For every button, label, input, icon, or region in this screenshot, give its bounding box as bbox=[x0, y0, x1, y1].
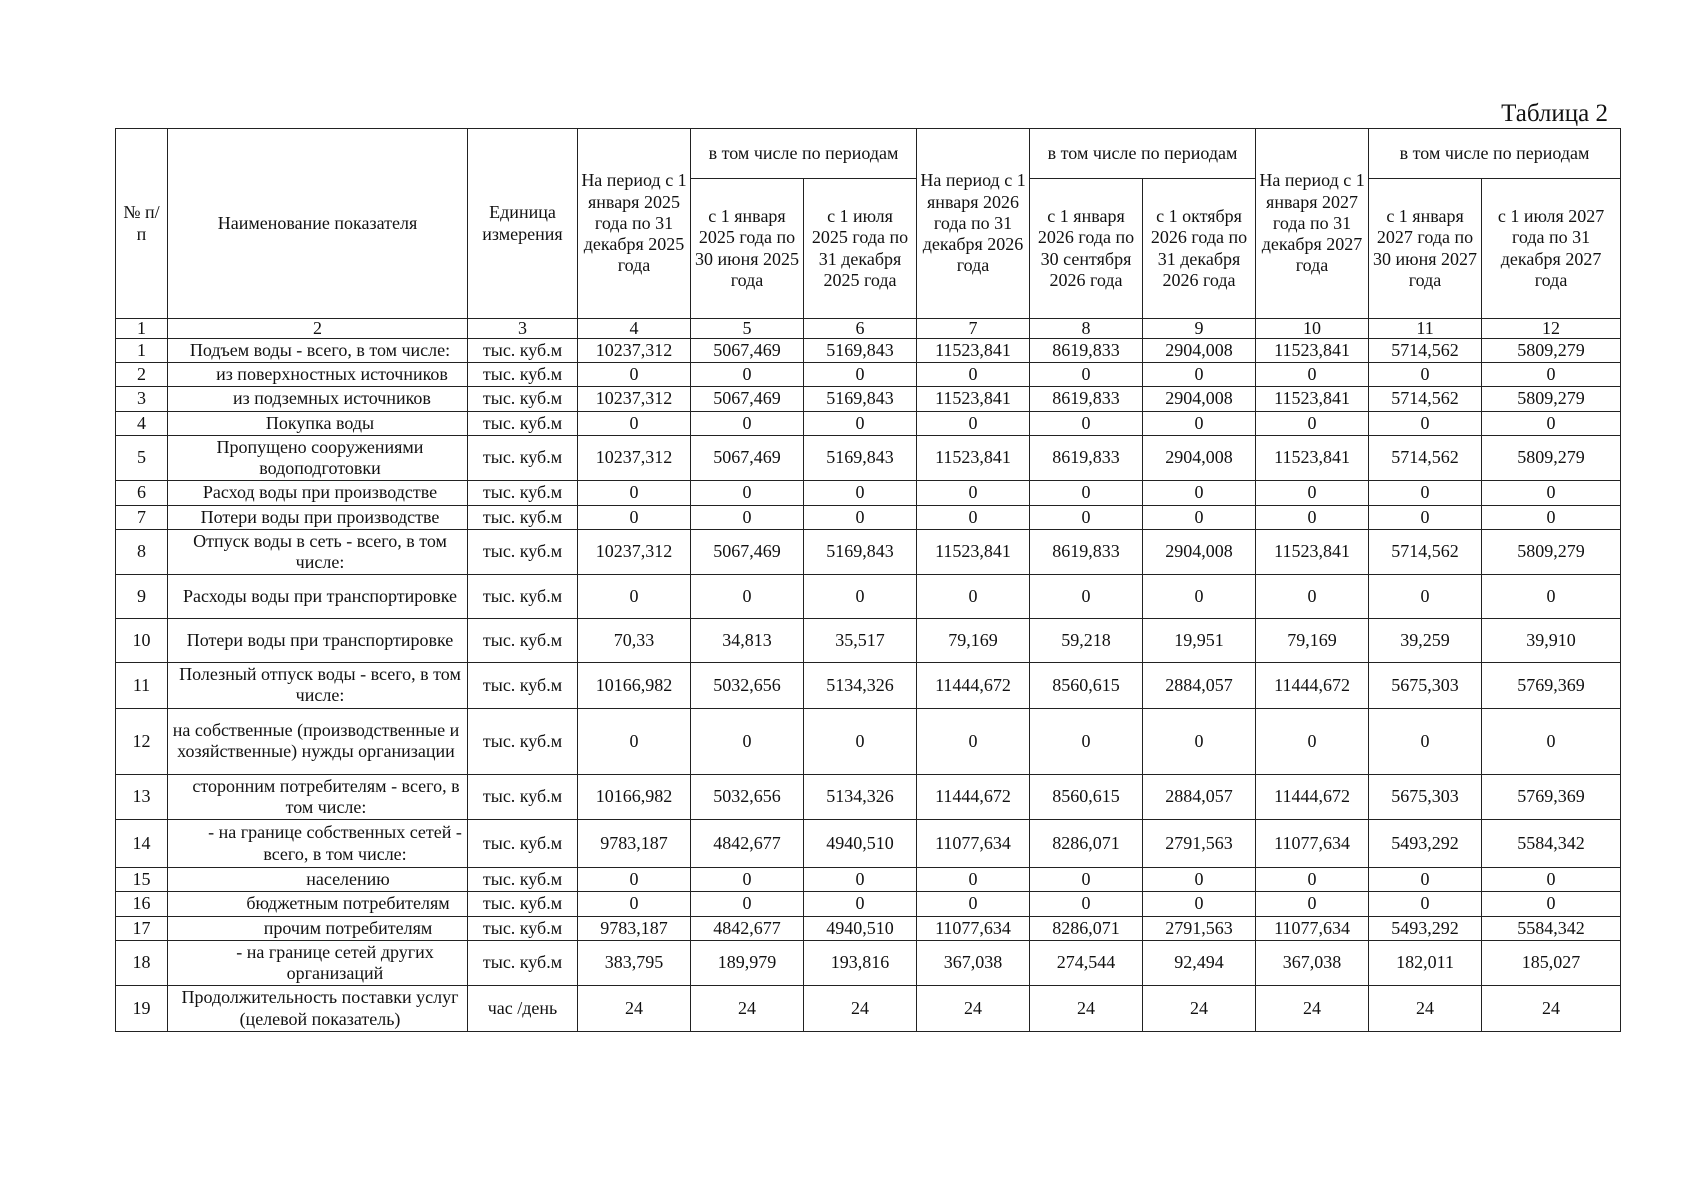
row-number: 2 bbox=[116, 363, 168, 387]
value-cell: 92,494 bbox=[1143, 940, 1256, 985]
header-incl-2027: в том числе по периодам bbox=[1369, 129, 1621, 179]
indicator-name: из поверхностных источников bbox=[168, 363, 468, 387]
header-name: Наименование показателя bbox=[168, 129, 468, 319]
row-number: 15 bbox=[116, 868, 168, 892]
unit-cell: тыс. куб.м bbox=[468, 820, 578, 868]
value-cell: 0 bbox=[1369, 708, 1482, 774]
header-incl-2026: в том числе по периодам bbox=[1030, 129, 1256, 179]
value-cell: 11523,841 bbox=[917, 387, 1030, 411]
table-row bbox=[116, 411, 1621, 435]
indicator-name: на собственные (производственные и хозяйственные) нужды организации bbox=[168, 708, 468, 774]
row-number: 11 bbox=[116, 663, 168, 708]
value-cell: 5584,342 bbox=[1482, 916, 1621, 940]
unit-cell: тыс. куб.м bbox=[468, 505, 578, 529]
water-balance-table bbox=[115, 128, 1621, 1032]
value-cell: 8619,833 bbox=[1030, 435, 1143, 480]
value-cell: 0 bbox=[804, 708, 917, 774]
column-number: 6 bbox=[804, 319, 917, 339]
unit-cell: тыс. куб.м bbox=[468, 481, 578, 505]
unit-cell: тыс. куб.м bbox=[468, 619, 578, 663]
value-cell: 10237,312 bbox=[578, 387, 691, 411]
value-cell: 0 bbox=[1256, 868, 1369, 892]
value-cell: 5675,303 bbox=[1369, 663, 1482, 708]
indicator-name: Полезный отпуск воды - всего, в том числе: bbox=[168, 663, 468, 708]
value-cell: 2791,563 bbox=[1143, 916, 1256, 940]
indicator-name: Отпуск воды в сеть - всего, в том числе: bbox=[168, 529, 468, 574]
table-row bbox=[116, 820, 1621, 868]
indicator-name: Расходы воды при транспортировке bbox=[168, 575, 468, 619]
value-cell: 2884,057 bbox=[1143, 663, 1256, 708]
value-cell: 0 bbox=[1256, 708, 1369, 774]
indicator-name: Продолжительность поставки услуг (целевой показатель) bbox=[168, 986, 468, 1031]
row-number: 9 bbox=[116, 575, 168, 619]
row-number: 13 bbox=[116, 774, 168, 819]
column-number: 12 bbox=[1482, 319, 1621, 339]
value-cell: 5809,279 bbox=[1482, 387, 1621, 411]
unit-cell: тыс. куб.м bbox=[468, 411, 578, 435]
value-cell: 0 bbox=[804, 505, 917, 529]
value-cell: 0 bbox=[1143, 892, 1256, 916]
row-number: 10 bbox=[116, 619, 168, 663]
value-cell: 11444,672 bbox=[917, 663, 1030, 708]
value-cell: 0 bbox=[691, 363, 804, 387]
unit-cell: тыс. куб.м bbox=[468, 940, 578, 985]
value-cell: 5169,843 bbox=[804, 529, 917, 574]
value-cell: 11523,841 bbox=[1256, 387, 1369, 411]
value-cell: 9783,187 bbox=[578, 820, 691, 868]
value-cell: 0 bbox=[1482, 505, 1621, 529]
value-cell: 0 bbox=[1369, 411, 1482, 435]
value-cell: 11077,634 bbox=[917, 916, 1030, 940]
table-row bbox=[116, 986, 1621, 1031]
row-number: 6 bbox=[116, 481, 168, 505]
value-cell: 2904,008 bbox=[1143, 338, 1256, 362]
row-number: 4 bbox=[116, 411, 168, 435]
value-cell: 0 bbox=[1030, 708, 1143, 774]
value-cell: 193,816 bbox=[804, 940, 917, 985]
value-cell: 0 bbox=[1369, 481, 1482, 505]
value-cell: 4940,510 bbox=[804, 820, 917, 868]
value-cell: 5809,279 bbox=[1482, 338, 1621, 362]
value-cell: 0 bbox=[1030, 575, 1143, 619]
value-cell: 2904,008 bbox=[1143, 387, 1256, 411]
value-cell: 79,169 bbox=[917, 619, 1030, 663]
value-cell: 2904,008 bbox=[1143, 529, 1256, 574]
header-period-2027: На период с 1 января 2027 года по 31 декабря 2027 года bbox=[1256, 129, 1369, 319]
value-cell: 367,038 bbox=[917, 940, 1030, 985]
value-cell: 8619,833 bbox=[1030, 529, 1143, 574]
indicator-name: сторонним потребителям - всего, в том числе: bbox=[168, 774, 468, 819]
value-cell: 5134,326 bbox=[804, 663, 917, 708]
value-cell: 11077,634 bbox=[1256, 916, 1369, 940]
column-number: 9 bbox=[1143, 319, 1256, 339]
value-cell: 24 bbox=[917, 986, 1030, 1031]
value-cell: 39,910 bbox=[1482, 619, 1621, 663]
value-cell: 0 bbox=[691, 575, 804, 619]
value-cell: 24 bbox=[578, 986, 691, 1031]
value-cell: 11523,841 bbox=[917, 338, 1030, 362]
value-cell: 0 bbox=[1256, 411, 1369, 435]
indicator-name: Подъем воды - всего, в том числе: bbox=[168, 338, 468, 362]
table-row bbox=[116, 940, 1621, 985]
value-cell: 5067,469 bbox=[691, 435, 804, 480]
value-cell: 10166,982 bbox=[578, 663, 691, 708]
table-caption: Таблица 2 bbox=[1501, 100, 1608, 127]
value-cell: 0 bbox=[917, 708, 1030, 774]
value-cell: 79,169 bbox=[1256, 619, 1369, 663]
header-2026-a: с 1 января 2026 года по 30 сентября 2026 года bbox=[1030, 179, 1143, 319]
value-cell: 4842,677 bbox=[691, 916, 804, 940]
value-cell: 39,259 bbox=[1369, 619, 1482, 663]
value-cell: 8560,615 bbox=[1030, 663, 1143, 708]
value-cell: 0 bbox=[1030, 411, 1143, 435]
value-cell: 0 bbox=[1256, 892, 1369, 916]
table-row bbox=[116, 387, 1621, 411]
value-cell: 0 bbox=[578, 363, 691, 387]
column-number: 1 bbox=[116, 319, 168, 339]
value-cell: 11077,634 bbox=[1256, 820, 1369, 868]
value-cell: 5493,292 bbox=[1369, 916, 1482, 940]
row-number: 18 bbox=[116, 940, 168, 985]
value-cell: 0 bbox=[917, 868, 1030, 892]
value-cell: 5493,292 bbox=[1369, 820, 1482, 868]
value-cell: 0 bbox=[691, 411, 804, 435]
value-cell: 367,038 bbox=[1256, 940, 1369, 985]
value-cell: 11077,634 bbox=[917, 820, 1030, 868]
row-number: 3 bbox=[116, 387, 168, 411]
value-cell: 8619,833 bbox=[1030, 387, 1143, 411]
value-cell: 0 bbox=[917, 505, 1030, 529]
header-period-2025: На период с 1 января 2025 года по 31 декабря 2025 года bbox=[578, 129, 691, 319]
unit-cell: тыс. куб.м bbox=[468, 338, 578, 362]
value-cell: 0 bbox=[1482, 868, 1621, 892]
value-cell: 0 bbox=[691, 892, 804, 916]
row-number: 12 bbox=[116, 708, 168, 774]
value-cell: 8619,833 bbox=[1030, 338, 1143, 362]
indicator-name: из подземных источников bbox=[168, 387, 468, 411]
header-2027-h2: с 1 июля 2027 года по 31 декабря 2027 года bbox=[1482, 179, 1621, 319]
value-cell: 24 bbox=[1482, 986, 1621, 1031]
unit-cell: тыс. куб.м bbox=[468, 868, 578, 892]
header-unit: Единица измерения bbox=[468, 129, 578, 319]
table-row bbox=[116, 363, 1621, 387]
unit-cell: тыс. куб.м bbox=[468, 663, 578, 708]
value-cell: 5169,843 bbox=[804, 435, 917, 480]
value-cell: 0 bbox=[1482, 481, 1621, 505]
value-cell: 10237,312 bbox=[578, 435, 691, 480]
value-cell: 24 bbox=[804, 986, 917, 1031]
value-cell: 0 bbox=[917, 575, 1030, 619]
value-cell: 0 bbox=[578, 575, 691, 619]
table-row bbox=[116, 619, 1621, 663]
unit-cell: тыс. куб.м bbox=[468, 916, 578, 940]
value-cell: 0 bbox=[1256, 575, 1369, 619]
value-cell: 5067,469 bbox=[691, 338, 804, 362]
value-cell: 0 bbox=[804, 411, 917, 435]
value-cell: 0 bbox=[1143, 481, 1256, 505]
table-row bbox=[116, 575, 1621, 619]
unit-cell: тыс. куб.м bbox=[468, 575, 578, 619]
value-cell: 0 bbox=[804, 481, 917, 505]
column-number-row bbox=[116, 319, 1621, 339]
value-cell: 4940,510 bbox=[804, 916, 917, 940]
value-cell: 0 bbox=[578, 505, 691, 529]
header-2025-h1: с 1 января 2025 года по 30 июня 2025 года bbox=[691, 179, 804, 319]
indicator-name: Пропущено сооружениями водоподготовки bbox=[168, 435, 468, 480]
header-2026-b: с 1 октября 2026 года по 31 декабря 2026 года bbox=[1143, 179, 1256, 319]
value-cell: 24 bbox=[1030, 986, 1143, 1031]
value-cell: 0 bbox=[1256, 505, 1369, 529]
value-cell: 5714,562 bbox=[1369, 435, 1482, 480]
value-cell: 11444,672 bbox=[1256, 774, 1369, 819]
row-number: 19 bbox=[116, 986, 168, 1031]
table-row bbox=[116, 916, 1621, 940]
value-cell: 5714,562 bbox=[1369, 529, 1482, 574]
value-cell: 5584,342 bbox=[1482, 820, 1621, 868]
table-row bbox=[116, 774, 1621, 819]
value-cell: 5809,279 bbox=[1482, 435, 1621, 480]
value-cell: 24 bbox=[1256, 986, 1369, 1031]
value-cell: 0 bbox=[804, 892, 917, 916]
row-number: 14 bbox=[116, 820, 168, 868]
value-cell: 0 bbox=[578, 481, 691, 505]
unit-cell: тыс. куб.м bbox=[468, 435, 578, 480]
indicator-name: Потери воды при транспортировке bbox=[168, 619, 468, 663]
table-body bbox=[116, 319, 1621, 1032]
unit-cell: час /день bbox=[468, 986, 578, 1031]
header-2025-h2: с 1 июля 2025 года по 31 декабря 2025 года bbox=[804, 179, 917, 319]
column-number: 10 bbox=[1256, 319, 1369, 339]
value-cell: 0 bbox=[1369, 868, 1482, 892]
column-number: 7 bbox=[917, 319, 1030, 339]
indicator-name: населению bbox=[168, 868, 468, 892]
unit-cell: тыс. куб.м bbox=[468, 774, 578, 819]
value-cell: 8286,071 bbox=[1030, 820, 1143, 868]
column-number: 11 bbox=[1369, 319, 1482, 339]
indicator-name: бюджетным потребителям bbox=[168, 892, 468, 916]
value-cell: 0 bbox=[1482, 363, 1621, 387]
value-cell: 274,544 bbox=[1030, 940, 1143, 985]
indicator-name: Расход воды при производстве bbox=[168, 481, 468, 505]
value-cell: 0 bbox=[1369, 892, 1482, 916]
value-cell: 0 bbox=[1030, 868, 1143, 892]
value-cell: 189,979 bbox=[691, 940, 804, 985]
column-number: 5 bbox=[691, 319, 804, 339]
header-period-2026: На период с 1 января 2026 года по 31 декабря 2026 года bbox=[917, 129, 1030, 319]
value-cell: 5675,303 bbox=[1369, 774, 1482, 819]
header-num: № п/п bbox=[116, 129, 168, 319]
row-number: 5 bbox=[116, 435, 168, 480]
value-cell: 0 bbox=[1030, 481, 1143, 505]
value-cell: 5067,469 bbox=[691, 387, 804, 411]
value-cell: 0 bbox=[1369, 575, 1482, 619]
value-cell: 0 bbox=[1030, 505, 1143, 529]
value-cell: 0 bbox=[578, 411, 691, 435]
value-cell: 0 bbox=[1143, 708, 1256, 774]
value-cell: 0 bbox=[1369, 505, 1482, 529]
value-cell: 70,33 bbox=[578, 619, 691, 663]
value-cell: 0 bbox=[1482, 411, 1621, 435]
value-cell: 11523,841 bbox=[917, 529, 1030, 574]
table-row bbox=[116, 708, 1621, 774]
value-cell: 0 bbox=[691, 708, 804, 774]
value-cell: 0 bbox=[1030, 892, 1143, 916]
value-cell: 0 bbox=[578, 868, 691, 892]
value-cell: 185,027 bbox=[1482, 940, 1621, 985]
value-cell: 24 bbox=[1143, 986, 1256, 1031]
indicator-name: - на границе сетей других организаций bbox=[168, 940, 468, 985]
value-cell: 5809,279 bbox=[1482, 529, 1621, 574]
table-row bbox=[116, 435, 1621, 480]
value-cell: 0 bbox=[1256, 481, 1369, 505]
value-cell: 2904,008 bbox=[1143, 435, 1256, 480]
column-number: 8 bbox=[1030, 319, 1143, 339]
value-cell: 10237,312 bbox=[578, 338, 691, 362]
value-cell: 24 bbox=[1369, 986, 1482, 1031]
value-cell: 34,813 bbox=[691, 619, 804, 663]
value-cell: 11523,841 bbox=[1256, 435, 1369, 480]
value-cell: 5769,369 bbox=[1482, 663, 1621, 708]
value-cell: 0 bbox=[578, 892, 691, 916]
value-cell: 11523,841 bbox=[1256, 529, 1369, 574]
value-cell: 0 bbox=[804, 363, 917, 387]
value-cell: 0 bbox=[917, 411, 1030, 435]
value-cell: 0 bbox=[1256, 363, 1369, 387]
value-cell: 2884,057 bbox=[1143, 774, 1256, 819]
unit-cell: тыс. куб.м bbox=[468, 529, 578, 574]
value-cell: 0 bbox=[1030, 363, 1143, 387]
value-cell: 10166,982 bbox=[578, 774, 691, 819]
value-cell: 24 bbox=[691, 986, 804, 1031]
value-cell: 0 bbox=[1482, 575, 1621, 619]
table-row bbox=[116, 529, 1621, 574]
table-row bbox=[116, 663, 1621, 708]
value-cell: 0 bbox=[1369, 363, 1482, 387]
row-number: 17 bbox=[116, 916, 168, 940]
row-number: 1 bbox=[116, 338, 168, 362]
table-row bbox=[116, 868, 1621, 892]
value-cell: 0 bbox=[691, 481, 804, 505]
unit-cell: тыс. куб.м bbox=[468, 387, 578, 411]
unit-cell: тыс. куб.м bbox=[468, 363, 578, 387]
value-cell: 0 bbox=[1143, 868, 1256, 892]
unit-cell: тыс. куб.м bbox=[468, 708, 578, 774]
table-row bbox=[116, 892, 1621, 916]
table-row bbox=[116, 338, 1621, 362]
value-cell: 11523,841 bbox=[917, 435, 1030, 480]
table-row bbox=[116, 481, 1621, 505]
value-cell: 5032,656 bbox=[691, 663, 804, 708]
value-cell: 19,951 bbox=[1143, 619, 1256, 663]
row-number: 7 bbox=[116, 505, 168, 529]
value-cell: 5032,656 bbox=[691, 774, 804, 819]
value-cell: 0 bbox=[804, 868, 917, 892]
header-2027-h1: с 1 января 2027 года по 30 июня 2027 года bbox=[1369, 179, 1482, 319]
unit-cell: тыс. куб.м bbox=[468, 892, 578, 916]
header-incl-2025: в том числе по периодам bbox=[691, 129, 917, 179]
indicator-name: Потери воды при производстве bbox=[168, 505, 468, 529]
value-cell: 0 bbox=[1143, 363, 1256, 387]
value-cell: 5067,469 bbox=[691, 529, 804, 574]
value-cell: 11444,672 bbox=[1256, 663, 1369, 708]
value-cell: 0 bbox=[1482, 708, 1621, 774]
value-cell: 5714,562 bbox=[1369, 338, 1482, 362]
value-cell: 2791,563 bbox=[1143, 820, 1256, 868]
value-cell: 0 bbox=[1482, 892, 1621, 916]
value-cell: 9783,187 bbox=[578, 916, 691, 940]
value-cell: 35,517 bbox=[804, 619, 917, 663]
value-cell: 0 bbox=[804, 575, 917, 619]
indicator-name: - на границе собственных сетей - всего, в том числе: bbox=[168, 820, 468, 868]
value-cell: 182,011 bbox=[1369, 940, 1482, 985]
column-number: 3 bbox=[468, 319, 578, 339]
value-cell: 5134,326 bbox=[804, 774, 917, 819]
table-row bbox=[116, 505, 1621, 529]
value-cell: 10237,312 bbox=[578, 529, 691, 574]
value-cell: 0 bbox=[1143, 505, 1256, 529]
value-cell: 8560,615 bbox=[1030, 774, 1143, 819]
value-cell: 11523,841 bbox=[1256, 338, 1369, 362]
value-cell: 11444,672 bbox=[917, 774, 1030, 819]
value-cell: 8286,071 bbox=[1030, 916, 1143, 940]
value-cell: 5169,843 bbox=[804, 338, 917, 362]
value-cell: 0 bbox=[1143, 411, 1256, 435]
value-cell: 5769,369 bbox=[1482, 774, 1621, 819]
indicator-name: прочим потребителям bbox=[168, 916, 468, 940]
value-cell: 5714,562 bbox=[1369, 387, 1482, 411]
value-cell: 0 bbox=[917, 892, 1030, 916]
row-number: 16 bbox=[116, 892, 168, 916]
value-cell: 0 bbox=[691, 505, 804, 529]
value-cell: 5169,843 bbox=[804, 387, 917, 411]
value-cell: 0 bbox=[691, 868, 804, 892]
column-number: 4 bbox=[578, 319, 691, 339]
value-cell: 0 bbox=[917, 481, 1030, 505]
value-cell: 0 bbox=[1143, 575, 1256, 619]
value-cell: 0 bbox=[578, 708, 691, 774]
indicator-name: Покупка воды bbox=[168, 411, 468, 435]
value-cell: 0 bbox=[917, 363, 1030, 387]
value-cell: 383,795 bbox=[578, 940, 691, 985]
value-cell: 59,218 bbox=[1030, 619, 1143, 663]
row-number: 8 bbox=[116, 529, 168, 574]
value-cell: 4842,677 bbox=[691, 820, 804, 868]
column-number: 2 bbox=[168, 319, 468, 339]
